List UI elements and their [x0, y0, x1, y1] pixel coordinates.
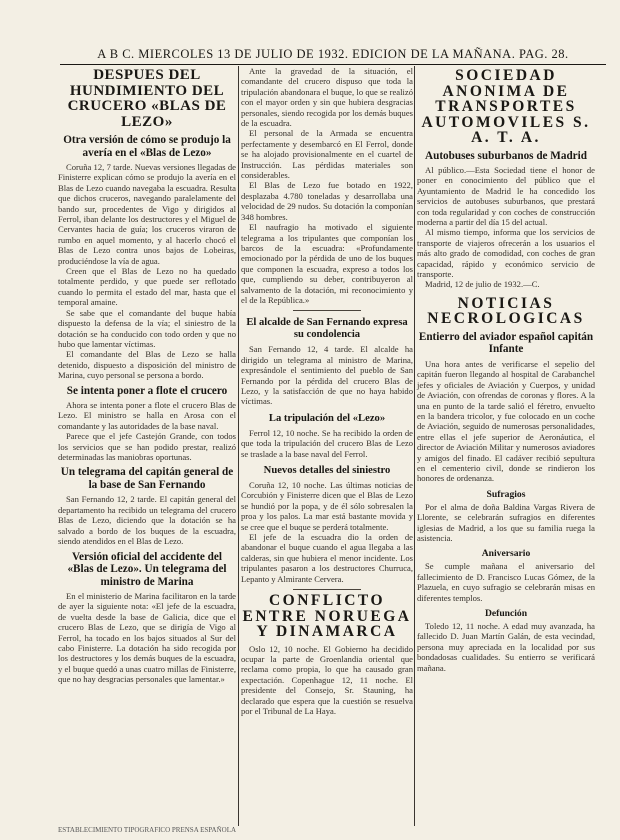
headline-sociedad-anonima: SOCIEDAD ANONIMA DE TRANSPORTES AUTOMOVILES S. A. T. A. — [421, 67, 591, 146]
article-paragraph: El naufragio ha motivado el siguiente telegrama a los tripulantes que componían los barcos de la escuadra: «Profundamente emocionado por la pérdida de uno de los buques que componen la escuadra, expreso a todos los que, cumpliendo su deber, contribuyeron al salvamento de la dotación, mi reconocimiento y el de la República.» — [241, 222, 413, 305]
article-paragraph: Coruña 12, 7 tarde. Nuevas versiones llegadas de Finisterre explican cómo se produjo la avería en el Blas de Lezo cuando navegaba la escuadra. Resulta que dichos cruceros, navegando paralelamente del bando sur, procedentes de Vigo y dirigidos al Ferrol, iban delante los destructores y el Miguel de Cervantes hacia de guía; los cruceros viraron de rumbo en aquel momento, y al hacerlo chocó el Blas de Lezo contra unos bajos de Lobeiras, produciéndose la vía de agua. — [58, 162, 236, 266]
article-paragraph: Toledo 12, 11 noche. A edad muy avanzada, ha fallecido D. Juan Martín Galán, de esta vecindad, persona muy apreciada en la localidad por sus bondadosas cualidades. Su entierro se verificará mañana. — [417, 621, 595, 673]
article-paragraph: Se cumple mañana el aniversario del fallecimiento de D. Francisco Lucas Gómez, de la Plazuela, en cuyo sufragio se celebrarán misas en diferentes templos. — [417, 561, 595, 603]
subhead-poner-a-flote: Se intenta poner a flote el crucero — [66, 384, 228, 397]
article-paragraph: Ante la gravedad de la situación, el comandante del crucero dispuso que toda la tripulación abandonara el buque, lo que se realizó con el mayor orden y sin que hubiera desgracias personales, siendo recogida por los demás buques de la escuadra. — [241, 66, 413, 129]
column-left — [58, 66, 236, 685]
article-paragraph: Al mismo tiempo, informa que los servicios de transporte de viajeros ofrecerán a los usuarios el más alto grado de comodidad, con coches de gran capacidad, rápido y económico servicio de transporte. — [417, 227, 595, 280]
article-paragraph: El Blas de Lezo fue botado en 1922, desplazaba 4.780 toneladas y desarrollaba una velocidad de 29 nudos. Su dotación la componían 348 hombres. — [241, 180, 413, 222]
subhead-version-oficial: Versión oficial del accidente del «Blas de Lezo». Un telegrama del ministro de Marina — [67, 550, 227, 588]
article-paragraph: El jefe de la escuadra dio la orden de abandonar el buque cuando el agua llegaba a las calderas, sin que hubiera el menor incidente. Los tripulantes pasaron a los destructores Churruca, Lepanto y Almirante Cervera. — [241, 532, 413, 584]
article-paragraph: El comandante del Blas de Lezo se halla detenido, dispuesto a disposición del ministro de Marina, cuyo personal se persona a bordo. — [58, 349, 236, 381]
subhead-telegrama-capitan: Un telegrama del capitán general de la base de San Fernando — [60, 466, 234, 491]
separator — [293, 310, 362, 311]
subhead-entierro-aviador: Entierro del aviador español capitán Infante — [418, 330, 594, 356]
article-paragraph: Se sabe que el comandante del buque había dispuesto la defensa de la vía; el siniestro de la dotación se ha conducido con todo orden y que no hubo que lamentar víctimas. — [58, 307, 236, 349]
subhead-autobuses: Autobuses suburbanos de Madrid — [425, 149, 587, 162]
article-paragraph: San Fernando 12, 2 tarde. El capitán general del departamento ha recibido un telegrama del crucero Blas de Lezo, diciendo que la dotación se ha salvado a bordo de los buques de la escuadra, siendo atendidos en el Blas de Lezo. — [58, 494, 236, 547]
article-paragraph: Parece que el jefe Castejón Grande, con todos los servicios que se han podido prestar, realizó determinadas las maniobras oportunas. — [58, 431, 236, 463]
article-paragraph: Ahora se intenta poner a flote el crucero Blas de Lezo. El ministro se halla en Arosa con el comandante y las autoridades de la base naval. — [58, 400, 236, 431]
column-middle — [241, 66, 413, 716]
article-paragraph: Por el alma de doña Baldina Vargas Rivera de Llorente, se celebrarán sufragios en diferentes iglesias de Madrid, a los que su familia ruega la asistencia. — [417, 501, 595, 543]
headline-conflicto: CONFLICTO ENTRE NORUEGA Y DINAMARCA — [242, 592, 412, 641]
separator — [293, 589, 362, 590]
page-header: A B C. MIERCOLES 13 DE JULIO DE 1932. EDICION DE LA MAÑANA. PAG. 28. — [60, 47, 606, 65]
headline-nuevos-detalles: Nuevos detalles del siniestro — [263, 465, 391, 476]
article-paragraph: En el ministerio de Marina facilitaron en la tarde de ayer la siguiente nota: «El jefe de la escuadra, de vuelta desde la base de Galicia, dice que el crucero Blas de Lezo, que se dirigía de Vigo al Ferrol, ha tocado en los bajos situados al Sur del cabo Finisterre. La dotación ha sido recogida por los destructores y los demás buques de la escuadra, y el buque quedó a unas cuatro millas de Finisterre, que no hay desgracias personales que lamentar.» — [58, 591, 236, 685]
headline-tripulacion: La tripulación del «Lezo» — [268, 412, 386, 424]
article-paragraph: Ferrol 12, 10 noche. Se ha recibido la orden de que toda la tripulación del crucero Blas de Lezo se traslade a la base naval del Ferrol. — [241, 427, 413, 459]
headline-blas-de-lezo: DESPUES DEL HUNDIMIENTO DEL CRUCERO «BLAS DE LEZO» — [67, 67, 227, 130]
subhead-otra-version: Otra versión de cómo se produjo la avería en el «Blas de Lezo» — [63, 134, 231, 159]
headline-alcalde: El alcalde de San Fernando expresa su condolencia — [246, 317, 408, 341]
column-right — [417, 66, 595, 673]
article-paragraph: Coruña 12, 10 noche. Las últimas noticias de Corcubión y Finisterre dicen que el Blas de Lezo se hundió por la popa, y de él sólo sobresalen la proa y los palos. La mar está bastante movida y se cree que el buque se perderá totalmente. — [241, 480, 413, 532]
article-paragraph: Una hora antes de verificarse el sepelio del capitán fueron llegando al hospital de Carabanchel jefes y oficiales de Aviación y Cuerpos, y unidad de Aviación, con ofrendas de coronas y flores. A la una en punto de la tarde salió el féretro, envuelto en la bandera tricolor, y fue colocado en un coche de Aviación, seguido de numerosas personalidades, entre ellas el jefe superior de Aeronáutica, el director de Aviación Militar y numerosos aviadores y amigos del finado. El cadáver recibió sepultura en el cementerio civil, donde se rindieron los honores de ordenanza. — [417, 358, 595, 484]
article-paragraph: El personal de la Armada se encuentra perfectamente y desembarcó en El Ferrol, donde se ha alojado provisionalmente en el cuartel de Instrucción. Las pérdidas materiales son considerables. — [241, 128, 413, 181]
article-paragraph: Al público.—Esta Sociedad tiene el honor de poner en conocimiento del público que el Ayuntamiento de Madrid le ha concedido los servicios de autobuses suburbanos, que prestará con toda regularidad y con coches de construcción moderna a partir del día 15 del actual. — [417, 165, 595, 228]
headline-noticias-necrologicas: NOTICIAS NECROLOGICAS — [427, 294, 585, 328]
page-footer: ESTABLECIMIENTO TIPOGRAFICO PRENSA ESPAÑOLA — [58, 826, 237, 834]
article-paragraph: Creen que el Blas de Lezo no ha quedado totalmente perdido, y que puede ser reflotado cuando lo permita el estado del mar, hasta que el temporal amaine. — [58, 266, 236, 308]
subhead-defuncion: Defunción — [484, 608, 528, 619]
column-rule-2 — [414, 66, 415, 826]
subhead-sufragios: Sufragios — [486, 488, 526, 500]
article-paragraph: Oslo 12, 10 noche. El Gobierno ha decidido ocupar la parte de Groenlandia oriental que reclama como propia, lo que ha causado gran expectación. Copenhague 12, 11 noche. El presidente del Consejo, Sr. Stauning, ha declarado que espera que la cuestión se resuelva por el Tribunal de La Haya. — [241, 643, 413, 716]
article-signature: Madrid, 12 de julio de 1932.—C. — [425, 279, 540, 290]
subhead-aniversario: Aniversario — [481, 548, 531, 560]
article-paragraph: San Fernando 12, 4 tarde. El alcalde ha dirigido un telegrama al ministro de Marina, expresándole el sentimiento del pueblo de San Fernando por la pérdida del crucero Blas de Lezo, y la satisfacción de que no haya habido víctimas. — [241, 344, 413, 407]
column-rule-1 — [238, 66, 239, 826]
